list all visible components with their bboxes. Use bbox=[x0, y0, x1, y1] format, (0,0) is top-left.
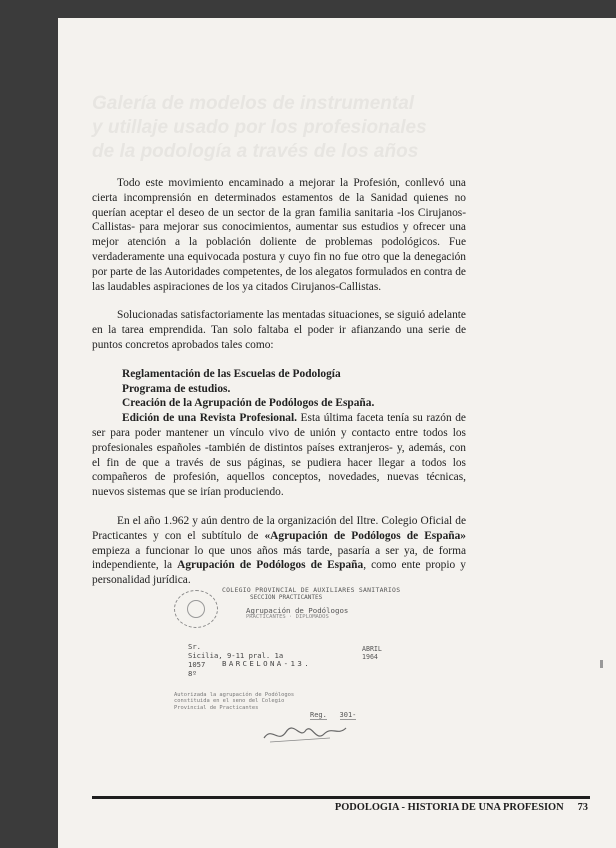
paragraph bbox=[92, 514, 466, 588]
page-number: 73 bbox=[577, 802, 588, 813]
date-line: ABRIL bbox=[362, 645, 382, 653]
bold-run: «Agrupación de Podólogos de España» bbox=[264, 529, 466, 542]
bleed-through-text: Galería de modelos de instrumental y utillaje usado por los profesionales de la podología a través de los años bbox=[92, 93, 427, 162]
margin-mark bbox=[600, 660, 603, 668]
body-text bbox=[92, 176, 466, 602]
stamp-city: BARCELONA-13. bbox=[222, 659, 312, 668]
text-run: , como ente propio y personalidad jurídica. bbox=[92, 559, 467, 587]
edition-text: Esta última faceta tenía su razón de ser para poder mantener un vínculo vivo de unión y contacto entre todos los profesionales españoles -también de distintos países extranjeros- y, además, con el fin de que a través de sus páginas, se pudiera hacer llegar a todos los compañeros de profesión, aquellos conceptos, novedades, nuevas técnicas, nuevos sistemas que se irían produciendo. bbox=[92, 412, 466, 499]
list-item: Programa de estudios. bbox=[122, 382, 231, 395]
address-line: Sr. bbox=[188, 642, 201, 651]
text-run: En el año 1.962 y aún dentro de la organización del Iltre. Colegio Oficial de Practicantes y con el subtítulo de bbox=[92, 514, 466, 542]
address-line: 1057 bbox=[188, 660, 206, 669]
document-stamp-image bbox=[160, 584, 480, 754]
date-line: 1964 bbox=[362, 653, 378, 661]
stamp-note bbox=[174, 692, 294, 711]
ref-label: Reg. bbox=[310, 711, 327, 719]
page-footer bbox=[300, 802, 588, 813]
footer-rule bbox=[92, 796, 590, 799]
stamp-agrupacion: Agrupación de Podólogos bbox=[246, 606, 349, 615]
edition-paragraph bbox=[92, 411, 466, 500]
note-line: constituida en el seno del Colegio bbox=[174, 698, 285, 705]
paragraph: Todo este movimiento encaminado a mejorar la Profesión, conllevó una cierta incomprensión en determinados estamentos de la Sanidad quienes no querían aceptar el deseo de un sector de la gran familia sanitaria -los Cirujanos-Callistas- para mejorar sus conocimientos, aumentar sus estudios y ofrecer una mejor atención a la población doliente de problemas podológicos. Fue verdaderamente una equivocada postura y cuyo fin no fue otro que la denegación por parte de las Autoridades competentes, de los alegatos formulados en contra de las laudables aspiraciones de los ya citados Cirujanos-Callistas. bbox=[92, 177, 466, 293]
text-run: empieza a funcionar lo que unos años más tarde, pasaría a ser ya, de forma independiente, la bbox=[92, 544, 466, 572]
list-item: Reglamentación de las Escuelas de Podología bbox=[122, 367, 341, 380]
ref-value: 301- bbox=[339, 711, 357, 719]
stamp-header: COLEGIO PROVINCIAL DE AUXILIARES SANITARIOS bbox=[222, 586, 401, 594]
list-item: Edición de una Revista Profesional. bbox=[122, 412, 298, 425]
note-line: Autorizada la agrupación de Podólogos bbox=[174, 692, 295, 698]
stamp-subline: PRACTICANTES · DIPLOMADOS bbox=[246, 614, 329, 620]
address-line: Sicilia, 9-11 pral. 1a bbox=[188, 651, 284, 660]
paragraph: Solucionadas satisfactoriamente las mentadas situaciones, se siguió adelante en la tarea emprendida. Tan solo faltaba el poder ir afianzando una serie de puntos concretos aprobados tales como: bbox=[92, 309, 466, 351]
address-line: 8º bbox=[188, 669, 197, 678]
points-list bbox=[92, 367, 466, 411]
seal-icon bbox=[174, 590, 218, 628]
list-item: Creación de la Agrupación de Podólogos de España. bbox=[122, 397, 375, 410]
note-line: Provincial de Practicantes bbox=[174, 704, 259, 711]
running-title: PODOLOGIA - HISTORIA DE UNA PROFESION bbox=[334, 802, 564, 813]
stamp-section: SECCION PRACTICANTES bbox=[250, 594, 323, 601]
stamp-reference bbox=[310, 711, 356, 719]
signature-icon bbox=[260, 722, 350, 746]
stamp-date bbox=[362, 645, 382, 661]
bold-run: Agrupación de Podólogos de España bbox=[177, 559, 364, 572]
